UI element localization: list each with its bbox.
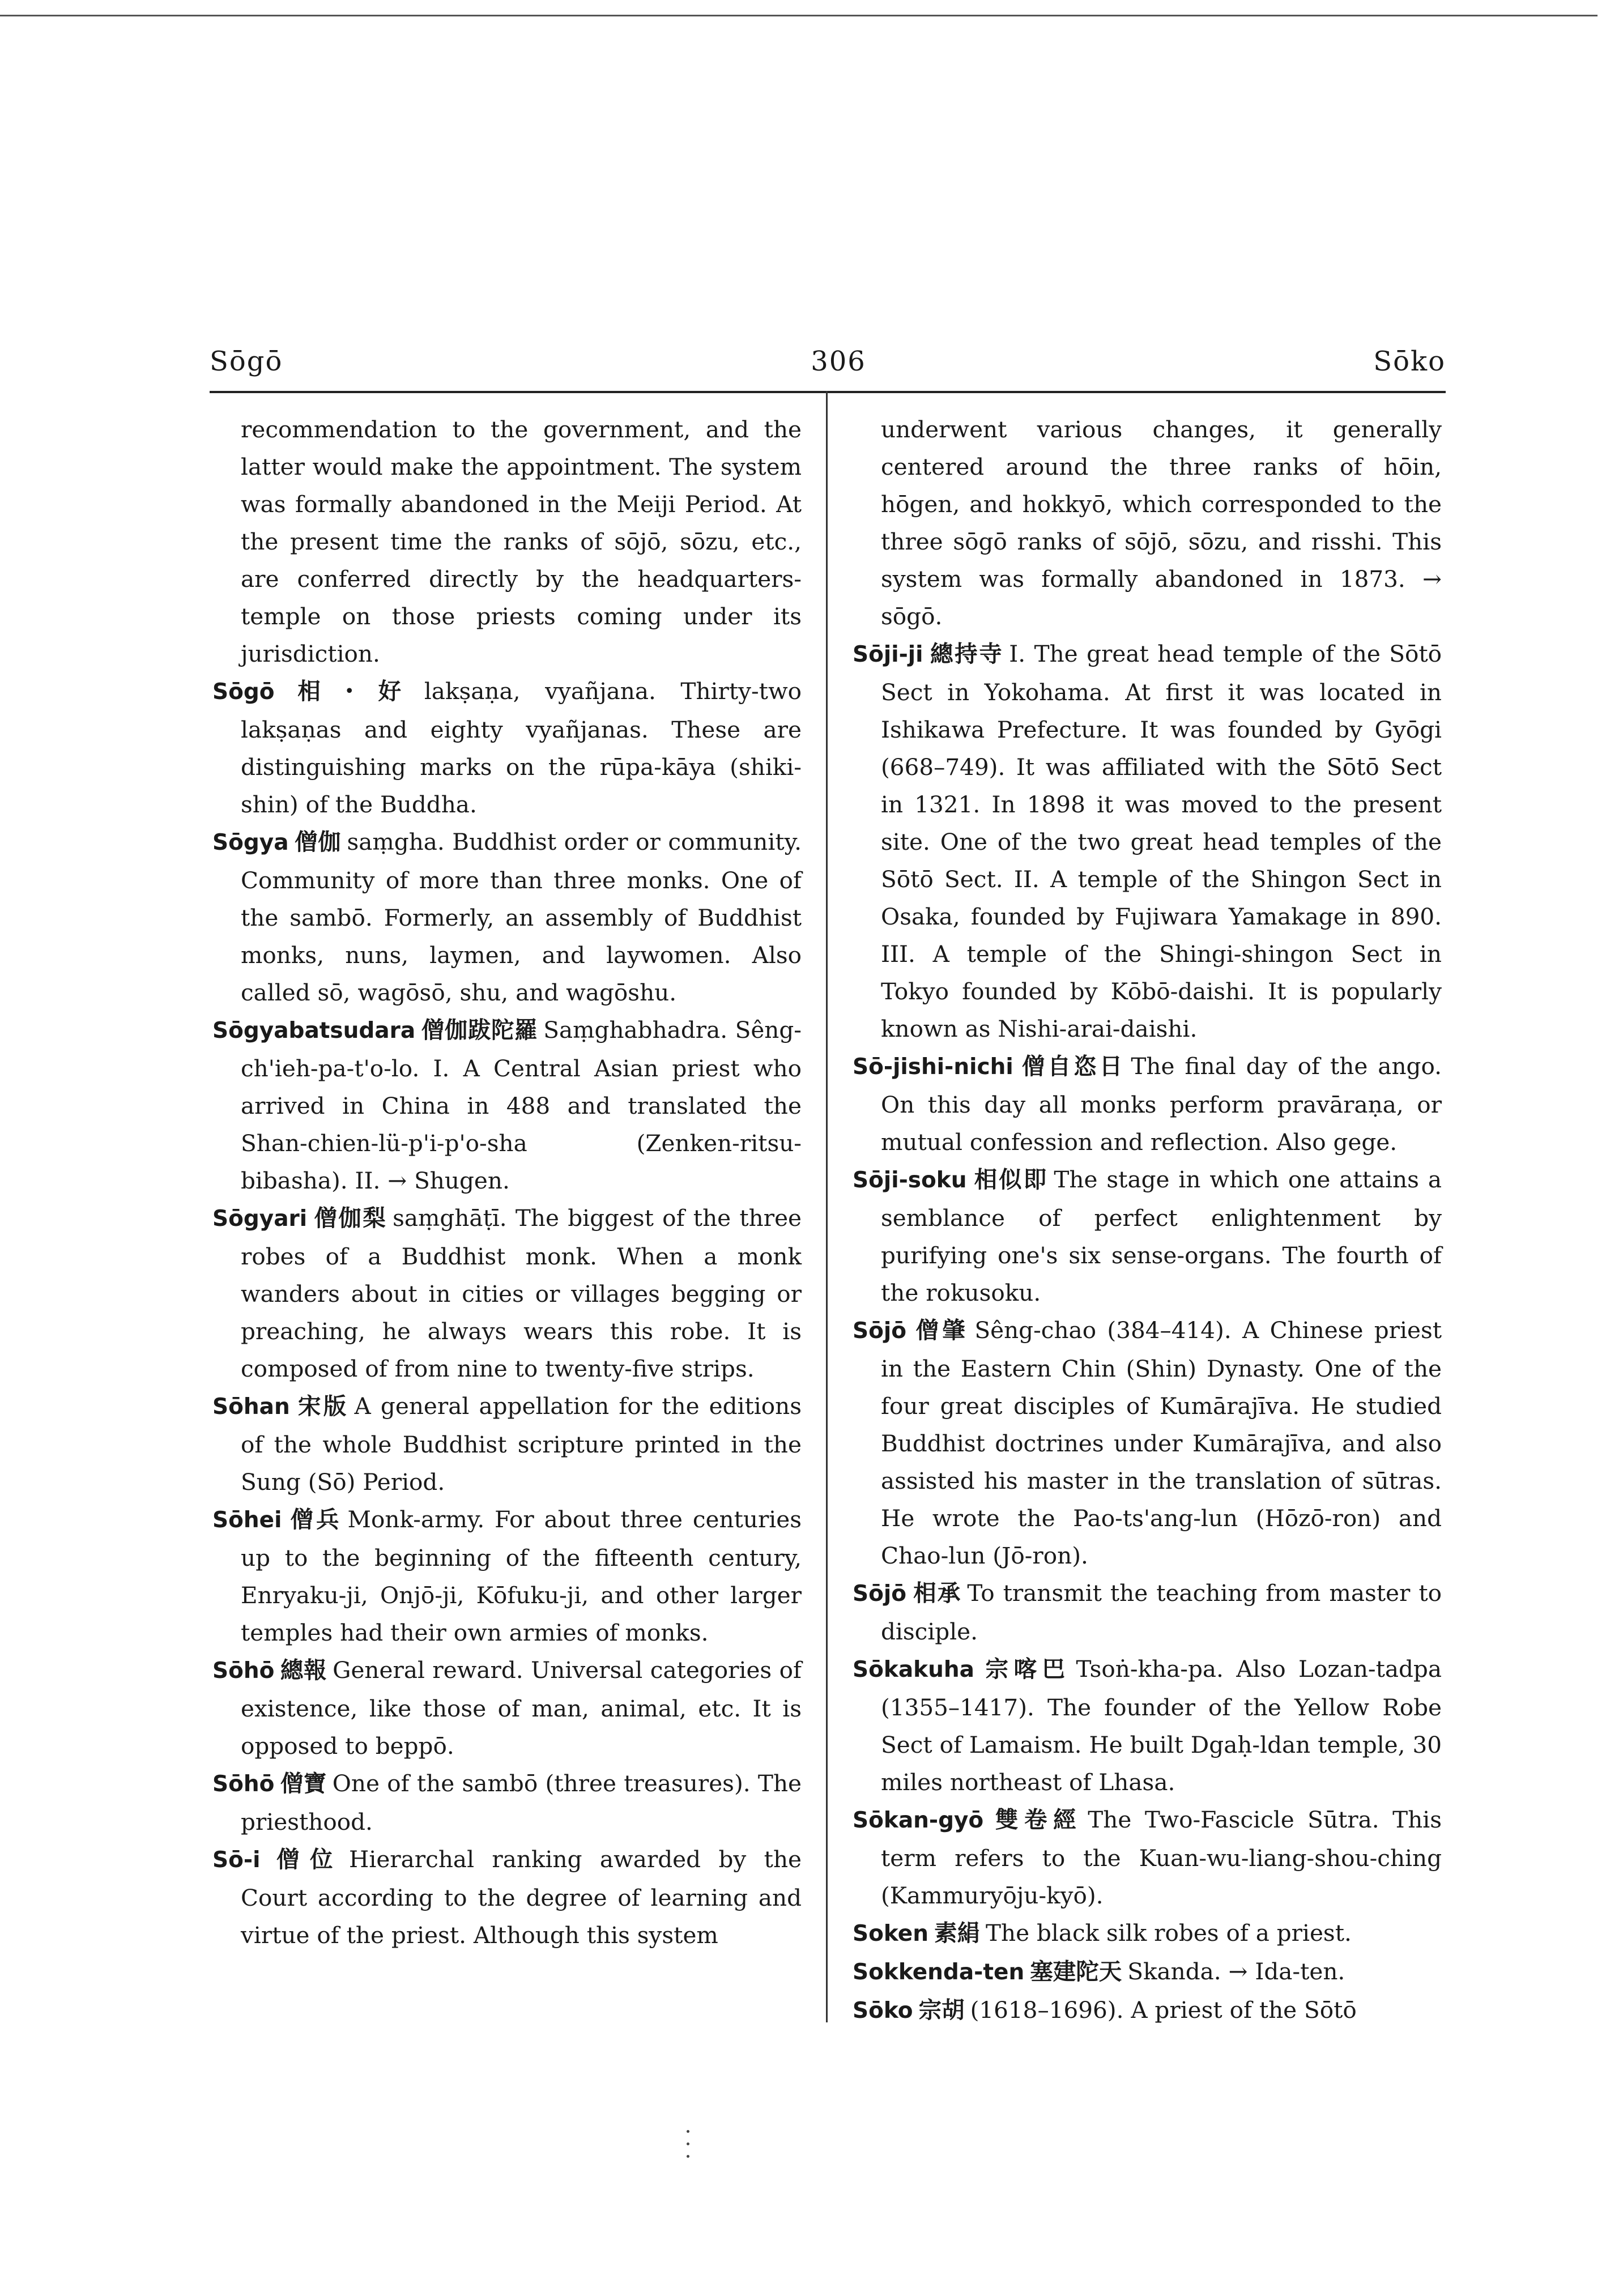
entry-headword: Sōhei: [212, 1507, 282, 1533]
entry-definition: lakṣaṇa, vyañjana. Thirty-two lakṣaṇas and eighty vyañjanas. These are distinguishing marks on the rūpa-kāya (shiki-shin) of the Buddha.: [241, 678, 802, 818]
entry-kanji: 僧伽跋陀羅: [421, 1016, 538, 1043]
dictionary-entry: [212, 1387, 802, 1501]
entry-headword: Sōjō: [853, 1581, 907, 1607]
entry-definition: Sêng-chao (384–414). A Chinese priest in the Eastern Chin (Shin) Dynasty. One of the four great disciples of Kumārajīva. He studied Buddhist doctrines under Kumārajīva, and also assisted his master in the translation of sūtras. He wrote the Pao-ts'ang-lun (Hōzō-ron) and Chao-lun (Jō-ron).: [881, 1317, 1442, 1569]
entry-kanji: 宗胡: [918, 1996, 965, 2024]
entry-kanji: 雙卷經: [989, 1806, 1083, 1833]
entry-headword: Sōkakuha: [853, 1657, 974, 1682]
entry-kanji: 相承: [912, 1579, 962, 1607]
entry-headword: Sōgyabatsudara: [212, 1018, 416, 1043]
dictionary-entry: [212, 672, 802, 823]
header-right-guideword: Sōko: [1373, 346, 1446, 377]
dictionary-entry: [212, 1199, 802, 1387]
dictionary-entry: [853, 1953, 1442, 1991]
dictionary-entry: [853, 1914, 1442, 1953]
entry-headword: Soken: [853, 1921, 928, 1946]
entry-headword: Sōgō: [212, 679, 275, 705]
entry-headword: Sokkenda-ten: [853, 1960, 1025, 1985]
entry-kanji: 僧肇: [912, 1317, 969, 1344]
entry-headword: Sō-jishi-nichi: [853, 1054, 1013, 1080]
entry-kanji: 素絹: [934, 1919, 980, 1946]
dictionary-entry: [853, 1161, 1442, 1311]
dictionary-entry: [212, 1011, 802, 1199]
entry-definition: saṃghāṭī. The biggest of the three robes of a Buddhist monk. When a monk wanders about in cities or villages begging or preaching, he always wears this robe. It is composed of from nine to twenty-five strips.: [241, 1204, 802, 1382]
column-divider: [826, 391, 828, 2022]
entry-kanji: 總持寺: [928, 640, 1004, 667]
entry-headword: Sōhō: [212, 1658, 275, 1684]
entry-headword: Sōgya: [212, 830, 289, 855]
header-rule: [210, 391, 1446, 393]
dictionary-entry: [212, 1765, 802, 1841]
entry-kanji: 僧位: [266, 1846, 344, 1873]
dictionary-entry: [853, 1574, 1442, 1650]
entry-definition: To transmit the teaching from master to disciple.: [881, 1579, 1442, 1645]
right-column: [853, 411, 1442, 2030]
entry-definition: Saṃghabhadra. Sêng-ch'ieh-pa-t'o-lo. I. A Central Asian priest who arrived in China in 488 and translated the Shan-chien-lü-p'i-p'o-sha (Zenken-ritsu-bibasha). II. → Shugen.: [241, 1016, 802, 1194]
entry-definition: Tsoṅ-kha-pa. Also Lozan-tadpa (1355–1417). The founder of the Yellow Robe Sect of Lamaism. He built Dgaḥ-ldan temple, 30 miles northeast of Lhasa.: [881, 1655, 1442, 1796]
page-header: [210, 346, 1446, 391]
entry-definition: General reward. Universal categories of existence, like those of man, animal, etc. It is opposed to beppō.: [241, 1656, 802, 1760]
entry-headword: Sōhan: [212, 1394, 290, 1420]
entry-definition: (1618–1696). A priest of the Sōtō: [970, 1996, 1357, 2024]
entry-headword: Sō-i: [212, 1847, 261, 1873]
dictionary-entry: [853, 1801, 1442, 1914]
dictionary-entry: [853, 635, 1442, 1047]
entry-kanji: 僧伽: [294, 828, 342, 855]
dictionary-entry: [853, 1650, 1442, 1801]
entry-headword: Sōji-ji: [853, 642, 923, 667]
entry-kanji: 總報: [280, 1656, 327, 1684]
dictionary-entry: [212, 1841, 802, 1954]
entry-kanji: 相・好: [280, 678, 419, 705]
entry-headword: Sōko: [853, 1998, 913, 2024]
entry-definition: The Two-Fascicle Sūtra. This term refers to the Kuan-wu-liang-shou-ching (Kammuryōju-kyō).: [881, 1806, 1442, 1909]
entry-kanji: 僧兵: [287, 1506, 342, 1533]
continuation-text: recommendation to the government, and the latter would make the appointment. The system was formally abandoned in the Meiji Period. At the present time the ranks of sōjō, sōzu, etc., are conferred directly by the headquarters-temple on those priests coming under its jurisdiction.: [241, 416, 802, 667]
entry-definition: The stage in which one attains a semblance of perfect enlightenment by purifying one's six sense-organs. The fourth of the rokusoku.: [881, 1166, 1442, 1306]
continuation-text: underwent various changes, it generally centered around the three ranks of hōin, hōgen, and hokkyō, which corresponded to the three sōgō ranks of sōjō, sōzu, and risshi. This system was formally abandoned in 1873. → sōgō.: [881, 416, 1442, 630]
entry-definition: saṃgha. Buddhist order or community. Community of more than three monks. One of the sambō. Formerly, an assembly of Buddhist monks, nuns, laymen, and laywomen. Also called sō, wagōsō, shu, and wagōshu.: [241, 828, 802, 1006]
entry-kanji: 僧伽梨: [313, 1204, 387, 1232]
entry-headword: Sōjō: [853, 1318, 907, 1344]
dictionary-entry: [212, 1501, 802, 1651]
left-column: [212, 411, 802, 1954]
page-number: 306: [811, 346, 866, 377]
dictionary-entry: [212, 823, 802, 1011]
dictionary-entry: [853, 1991, 1442, 2030]
entry-definition: I. The great head temple of the Sōtō Sect in Yokohama. At first it was located in Ishikawa Prefecture. It was founded by Gyōgi (668–749). It was affiliated with the Sōtō Sect in 1321. In 1898 it was moved to the present site. One of the two great head temples of the Sōtō Sect. II. A temple of the Shingon Sect in Osaka, founded by Fujiwara Yamakage in 890. III. A temple of the Shingi-shingon Sect in Tokyo founded by Kōbō-daishi. It is popularly known as Nishi-arai-daishi.: [881, 640, 1442, 1042]
dictionary-entry: [853, 1311, 1442, 1574]
header-left-guideword: Sōgō: [210, 346, 283, 377]
entry-headword: Sōji-soku: [853, 1168, 967, 1193]
entry-definition: The final day of the ango. On this day all monks perform pravāraṇa, or mutual confession and reflection. Also gege.: [881, 1053, 1442, 1156]
entry-kanji: 僧寶: [280, 1770, 327, 1797]
entry-kanji: 相似即: [972, 1166, 1049, 1193]
entry-definition: A general appellation for the editions of the whole Buddhist scripture printed in the Sung (Sō) Period.: [241, 1392, 802, 1496]
entry-kanji: 宋版: [295, 1392, 349, 1420]
entry-definition: One of the sambō (three treasures). The priesthood.: [241, 1770, 802, 1835]
entry-headword: Sōkan-gyō: [853, 1808, 984, 1833]
entry-kanji: 塞建陀天: [1030, 1958, 1122, 1985]
entry-definition: The black silk robes of a priest.: [986, 1919, 1352, 1946]
entry-definition: Monk-army. For about three centuries up to the beginning of the fifteenth century, Enryaku-ji, Onjō-ji, Kōfuku-ji, and other larger temples had their own armies of monks.: [241, 1506, 802, 1646]
entry-kanji: 僧自恣日: [1019, 1053, 1126, 1080]
entry-headword: Sōhō: [212, 1771, 275, 1797]
dictionary-entry: [853, 1047, 1442, 1161]
entry-definition: Skanda. → Ida-ten.: [1127, 1958, 1345, 1985]
dictionary-entry: [212, 1651, 802, 1765]
entry-kanji: 宗喀巴: [979, 1655, 1071, 1682]
top-scan-line: [0, 15, 1598, 16]
entry-definition: Hierarchal ranking awarded by the Court according to the degree of learning and virtue of the priest. Although this system: [241, 1846, 802, 1949]
entry-headword: Sōgyari: [212, 1206, 308, 1232]
